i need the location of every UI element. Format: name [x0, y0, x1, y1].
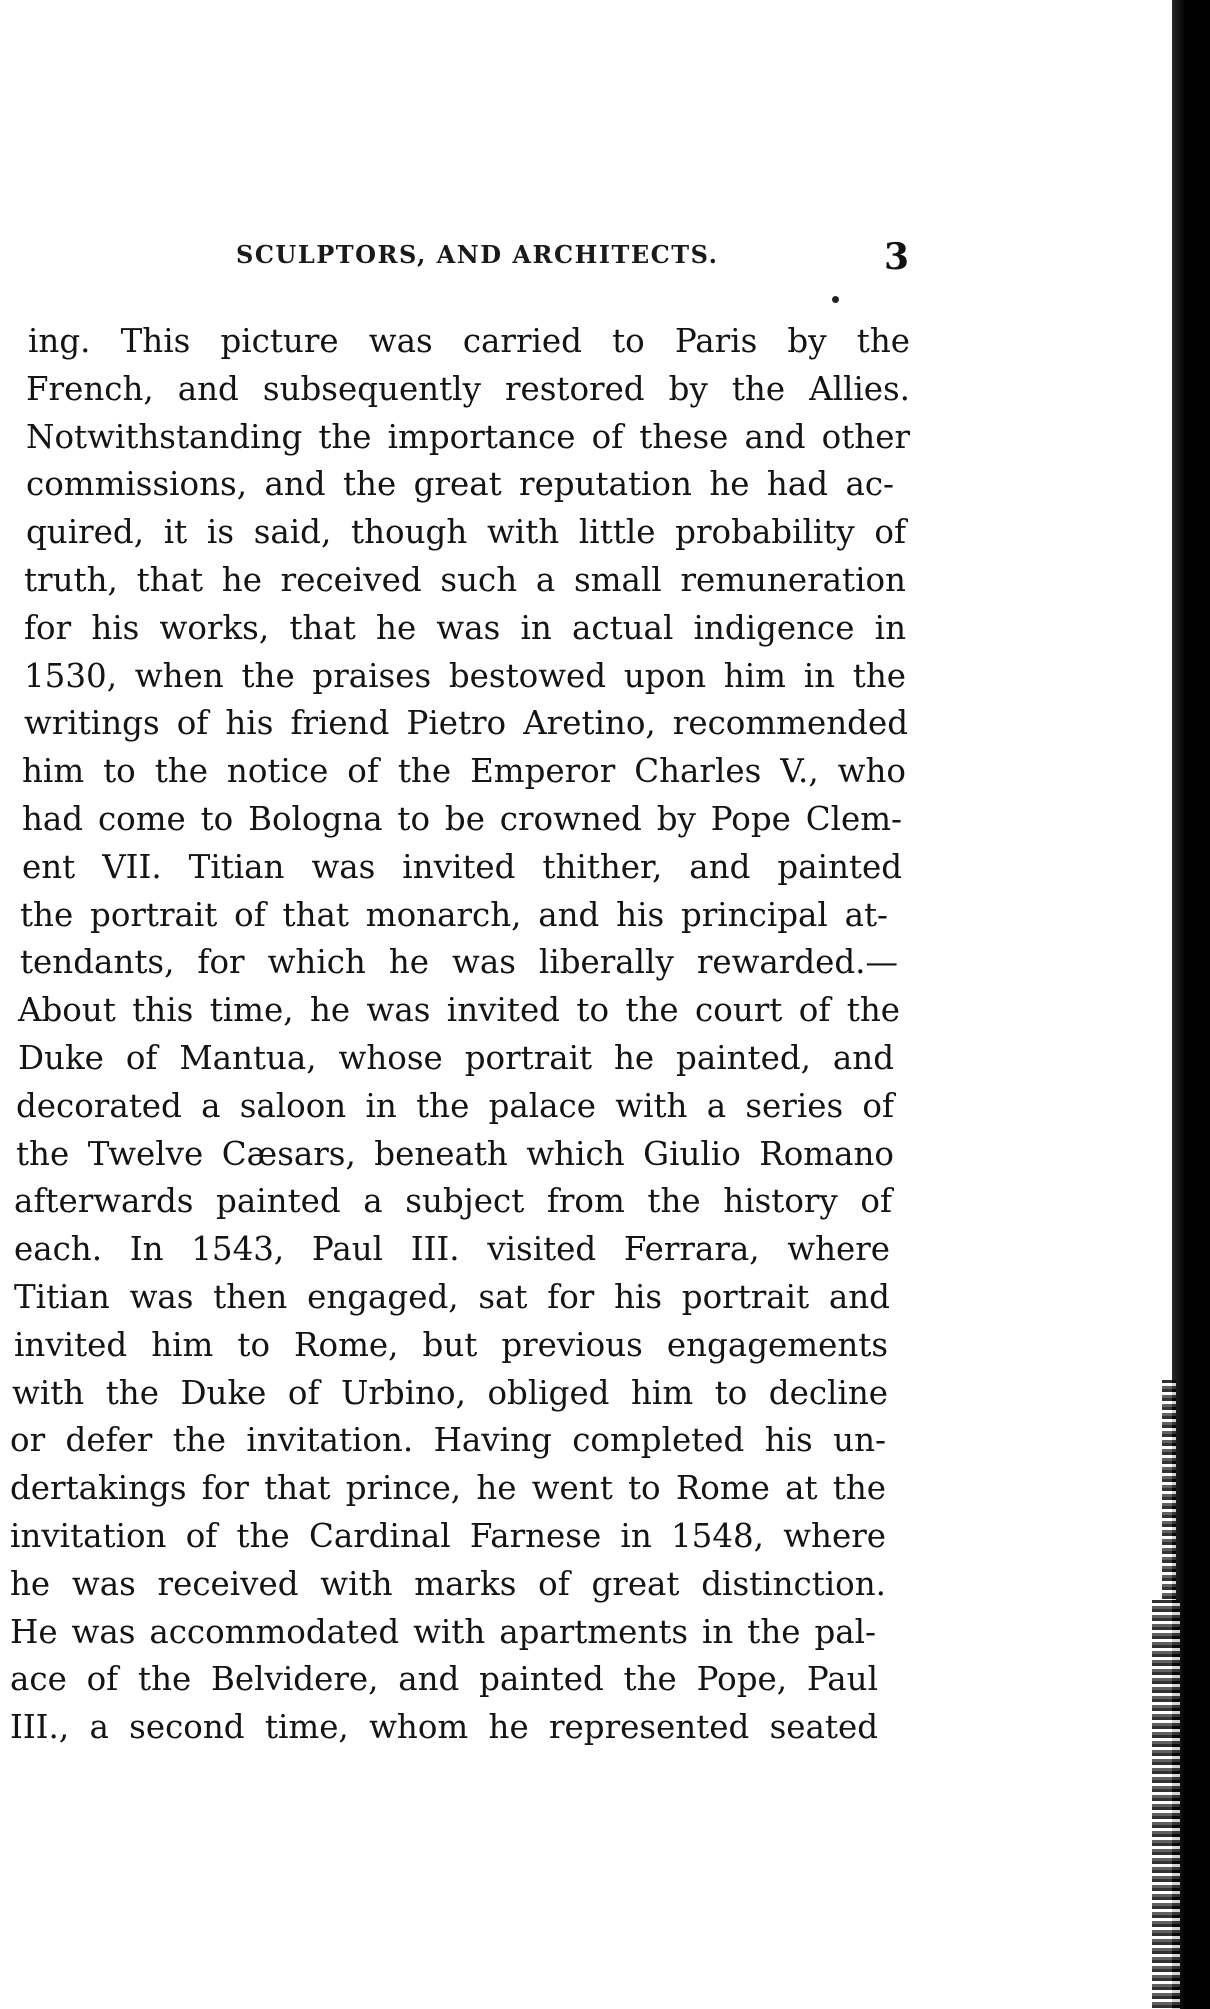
page-edge-fray	[1162, 1380, 1176, 1600]
text-line: Titian was then engaged, sat for his portrait and	[14, 1277, 890, 1316]
text-line: decorated a saloon in the palace with a series of	[16, 1086, 894, 1125]
text-line: Duke of Mantua, whose portrait he painted, and	[18, 1038, 894, 1077]
text-line: Notwithstanding the importance of these and other	[26, 417, 910, 456]
text-line: quired, it is said, though with little probability of	[26, 513, 906, 552]
text-line: with the Duke of Urbino, obliged him to decline	[12, 1373, 888, 1412]
text-line: had come to Bologna to be crowned by Pope Clem-	[22, 799, 902, 838]
text-line: each. In 1543, Paul III. visited Ferrara, where	[14, 1230, 890, 1269]
ink-dot	[832, 296, 839, 303]
running-head: SCULPTORS, AND ARCHITECTS.	[236, 240, 719, 269]
text-line: ent VII. Titian was invited thither, and painted	[22, 847, 902, 886]
page-number: 3	[884, 236, 910, 278]
text-line: for his works, that he was in actual indigence in	[24, 608, 906, 647]
text-line: the portrait of that monarch, and his principal at-	[20, 895, 888, 934]
text-line: writings of his friend Pietro Aretino, recommended	[24, 704, 908, 743]
text-line: the Twelve Cæsars, beneath which Giulio Romano	[16, 1134, 894, 1173]
text-line: truth, that he received such a small remuneration	[24, 560, 906, 599]
text-line: tendants, for which he was liberally rewarded.—	[20, 943, 898, 982]
text-line: him to the notice of the Emperor Charles V., who	[22, 752, 906, 791]
text-line: He was accommodated with apartments in the pal-	[10, 1612, 876, 1651]
text-line: ing. This picture was carried to Paris by the	[28, 322, 910, 360]
text-line: ace of the Belvidere, and painted the Pope, Paul	[10, 1660, 878, 1699]
text-line: invitation of the Cardinal Farnese in 1548, where	[10, 1516, 886, 1555]
text-line: afterwards painted a subject from the history of	[14, 1182, 892, 1221]
text-line: III., a second time, whom he represented seated	[10, 1708, 878, 1747]
text-line: commissions, and the great reputation he had ac-	[26, 465, 894, 504]
text-line: 1530, when the praises bestowed upon him in the	[24, 656, 906, 695]
text-line: French, and subsequently restored by the Allies.	[26, 369, 910, 408]
page-edge-fray	[1152, 1600, 1180, 2009]
text-line: he was received with marks of great distinction.	[10, 1564, 886, 1603]
body-text	[10, 318, 910, 1752]
text-line: or defer the invitation. Having completed his un-	[10, 1421, 886, 1460]
text-line: dertakings for that prince, he went to Rome at the	[10, 1469, 886, 1508]
text-line: About this time, he was invited to the court of the	[18, 991, 900, 1030]
text-line: invited him to Rome, but previous engagements	[14, 1325, 888, 1364]
